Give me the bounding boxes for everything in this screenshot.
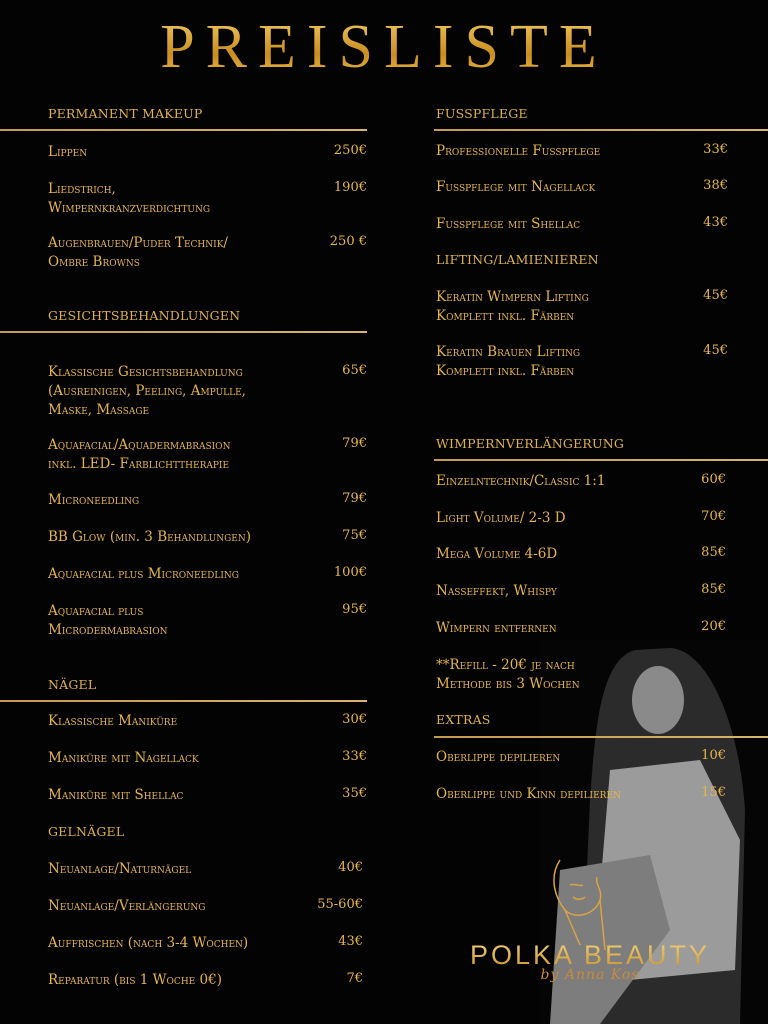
price: 33€ — [703, 142, 728, 157]
list-item: Klassische Gesichtsbehandlung (Ausreinigen, Peeling, Ampulle, Maske, Massage — [48, 364, 246, 418]
list-item: Nasseffekt, Whispy — [436, 583, 557, 599]
list-item: Klassische Maniküre — [48, 713, 178, 729]
list-item: Aquafacial plus Microdermabrasion — [48, 603, 168, 638]
list-item: Oberlippe und Kinn depilieren — [436, 786, 621, 802]
face-line-art-icon — [545, 855, 615, 950]
refill-note: **Refill - 20€ je nach Methode bis 3 Wochen — [436, 657, 580, 692]
list-item: Fusspflege mit Shellac — [436, 216, 581, 232]
list-item: Maniküre mit Shellac — [48, 787, 184, 803]
price: 79€ — [342, 436, 367, 451]
price: 250€ — [333, 143, 367, 158]
page-title: PREISLISTE — [0, 10, 768, 84]
list-item: Mega Volume 4-6D — [436, 546, 558, 562]
list-item: Reparatur (bis 1 Woche 0€) — [48, 972, 222, 988]
section-divider — [434, 459, 768, 461]
list-item: Liedstrich, Wimpernkranzverdichtung — [48, 181, 211, 216]
price: 65€ — [342, 363, 367, 378]
section-title-wimpernverlaengerung: WIMPERNVERLÄNGERUNG — [436, 436, 625, 451]
price: 85€ — [701, 545, 726, 560]
list-item: Professionelle Fusspflege — [436, 143, 601, 159]
list-item: Aquafacial/Aquadermabrasion inkl. LED- Farblichttherapie — [48, 437, 231, 472]
price: 70€ — [701, 509, 726, 524]
price: 45€ — [703, 288, 728, 303]
list-item: Fusspflege mit Nagellack — [436, 179, 596, 195]
list-item: Keratin Wimpern Lifting Komplett inkl. Färben — [436, 289, 589, 324]
section-divider — [434, 736, 768, 738]
price: 95€ — [342, 602, 367, 617]
price: 55-60€ — [317, 897, 363, 912]
list-item: Aquafacial plus Microneedling — [48, 566, 239, 582]
price: 7€ — [346, 971, 363, 986]
section-title-gesichtsbehandlungen: GESICHTSBEHANDLUNGEN — [48, 308, 241, 323]
price: 60€ — [701, 472, 726, 487]
list-item: Light Volume/ 2-3 D — [436, 510, 566, 526]
price: 43€ — [338, 934, 363, 949]
list-item: Neuanlage/Verlängerung — [48, 898, 206, 914]
list-item: Maniküre mit Nagellack — [48, 750, 199, 766]
list-item: Neuanlage/Naturnägel — [48, 861, 192, 877]
brand-logo — [440, 940, 740, 983]
price: 20€ — [701, 619, 726, 634]
section-divider — [434, 129, 768, 131]
list-item: Wimpern entfernen — [436, 620, 557, 636]
section-divider — [0, 331, 367, 333]
price: 250 € — [329, 234, 367, 249]
section-title-naegel: NÄGEL — [48, 677, 97, 692]
price: 190€ — [333, 180, 367, 195]
list-item: Augenbrauen/Puder Technik/ Ombre Browns — [48, 235, 228, 270]
list-item: Keratin Brauen Lifting Komplett inkl. Färben — [436, 344, 581, 379]
section-divider — [0, 700, 367, 702]
subsection-title-gelnaegel: GELNÄGEL — [48, 824, 125, 839]
section-divider — [0, 129, 367, 131]
list-item: Auffrischen (nach 3-4 Wochen) — [48, 935, 249, 951]
price: 10€ — [701, 748, 726, 763]
price: 40€ — [338, 860, 363, 875]
subsection-title-lifting: LIFTING/LAMIENIEREN — [436, 252, 599, 267]
price: 45€ — [703, 343, 728, 358]
price: 35€ — [342, 786, 367, 801]
list-item: Microneedling — [48, 492, 140, 508]
section-title-permanent-makeup: PERMANENT MAKEUP — [48, 106, 203, 121]
price: 33€ — [342, 749, 367, 764]
section-title-extras: EXTRAS — [436, 712, 491, 727]
brand-tagline: by Anna Kos — [540, 967, 640, 983]
price: 100€ — [333, 565, 367, 580]
brand-name: POLKA BEAUTY — [440, 940, 740, 971]
price: 15€ — [701, 785, 726, 800]
price: 43€ — [703, 215, 728, 230]
price: 75€ — [342, 528, 367, 543]
price: 30€ — [342, 712, 367, 727]
list-item: Oberlippe depilieren — [436, 749, 561, 765]
section-title-fusspflege: FUSSPFLEGE — [436, 106, 528, 121]
price: 85€ — [701, 582, 726, 597]
price: 79€ — [342, 491, 367, 506]
list-item: Einzelntechnik/Classic 1:1 — [436, 473, 606, 489]
list-item: BB Glow (min. 3 Behandlungen) — [48, 529, 251, 545]
price: 38€ — [703, 178, 728, 193]
list-item: Lippen — [48, 144, 88, 160]
